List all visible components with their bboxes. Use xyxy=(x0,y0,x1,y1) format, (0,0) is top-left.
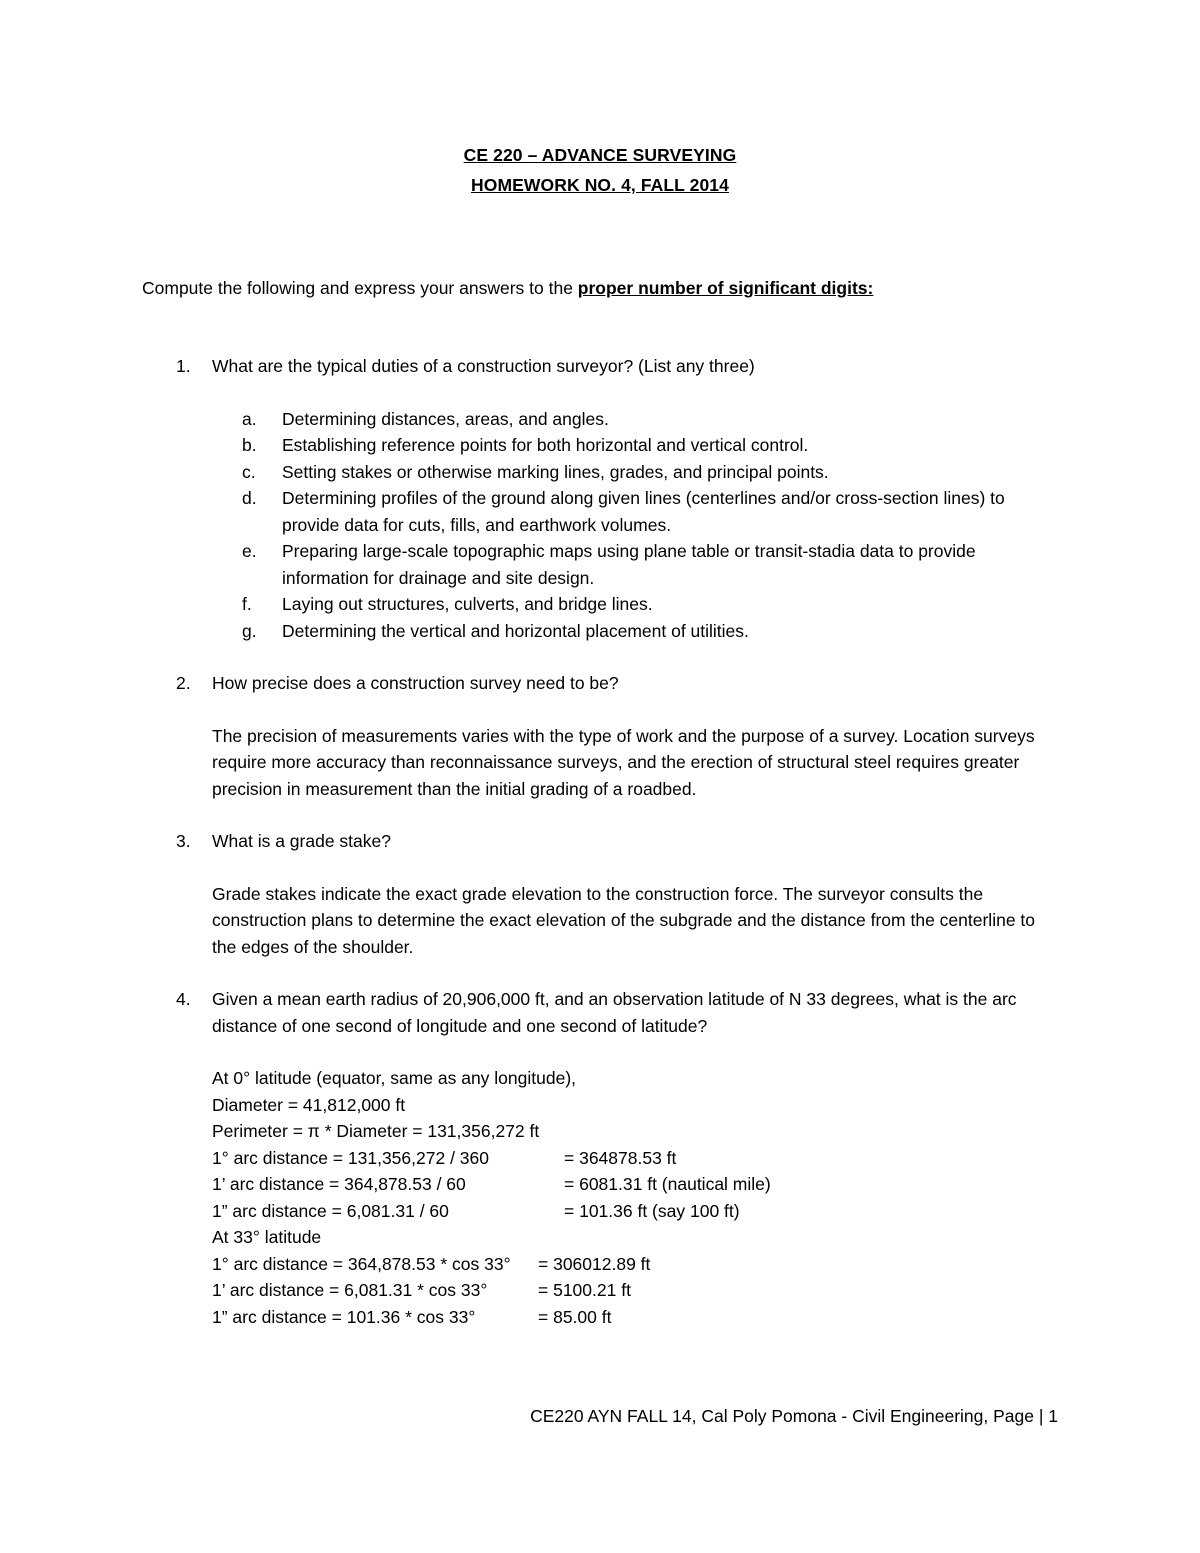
calc-row xyxy=(212,1198,1072,1225)
page-footer: CE220 AYN FALL 14, Cal Poly Pomona - Civil Engineering, Page | 1 xyxy=(530,1406,1058,1426)
calc-result: = 101.36 ft (say 100 ft) xyxy=(564,1200,740,1221)
answer-text: Grade stakes indicate the exact grade elevation to the construction force. The surveyor consults the construction plans to determine the exact elevation of the subgrade and the distance from the centerline to the edges of the shoulder. xyxy=(212,883,1036,957)
question-text: What are the typical duties of a construction surveyor? (List any three) xyxy=(212,356,755,376)
list-item-letter: b. xyxy=(242,435,257,455)
list-item-letter: a. xyxy=(242,408,257,429)
list-item-text: Determining profiles of the ground along given lines (centerlines and/or cross-section lines) to provide data for cuts, fills, and earthwork volumes. xyxy=(282,488,1005,535)
calculation-block xyxy=(142,1065,1072,1330)
calc-expression: 1” arc distance = 6,081.31 / 60 xyxy=(212,1200,449,1221)
list-item-text: Setting stakes or otherwise marking lines, grades, and principal points. xyxy=(282,461,829,482)
list-item-text: Preparing large-scale topographic maps using plane table or transit-stadia data to provide information for drainage and site design. xyxy=(282,541,976,588)
list-item-text: Determining the vertical and horizontal placement of utilities. xyxy=(282,620,749,641)
instructions xyxy=(142,276,873,300)
calc-result: = 5100.21 ft xyxy=(538,1280,631,1300)
list-item xyxy=(142,406,1072,433)
question-text: What is a grade stake? xyxy=(212,831,391,851)
question-2 xyxy=(142,670,1072,697)
homework-title: HOMEWORK NO. 4, FALL 2014 xyxy=(471,175,729,195)
list-item-letter: d. xyxy=(242,488,257,508)
question-number: 1. xyxy=(176,356,191,376)
list-item xyxy=(142,432,1072,459)
list-item xyxy=(142,538,1072,591)
calc-expression: 1” arc distance = 101.36 * cos 33° xyxy=(212,1306,476,1327)
question-text: How precise does a construction survey need to be? xyxy=(212,673,619,693)
calc-row xyxy=(212,1304,1072,1331)
calc-expression: 1’ arc distance = 364,878.53 / 60 xyxy=(212,1174,466,1194)
calc-result: = 85.00 ft xyxy=(538,1306,612,1327)
calc-line: Perimeter = π * Diameter = 131,356,272 ft xyxy=(212,1121,540,1141)
question-number: 4. xyxy=(176,989,191,1009)
calc-line: At 0° latitude (equator, same as any longitude), xyxy=(212,1068,577,1088)
duties-list xyxy=(142,406,1072,645)
calc-line: Diameter = 41,812,000 ft xyxy=(212,1094,406,1115)
question-number: 3. xyxy=(176,831,191,851)
answer-text: The precision of measurements varies with the type of work and the purpose of a survey. Location surveys require more accuracy than reconnaissance surveys, and the erection of structural steel requires greater precision in measurement than the initial grading of a roadbed. xyxy=(212,725,1035,799)
calc-line: At 33° latitude xyxy=(212,1227,322,1247)
calc-row xyxy=(212,1145,1072,1172)
calc-expression: 1’ arc distance = 6,081.31 * cos 33° xyxy=(212,1280,488,1300)
question-text: Given a mean earth radius of 20,906,000 ft, and an observation latitude of N 33 degrees, what is the arc distance of one second of longitude and one second of latitude? xyxy=(212,989,1017,1036)
course-title: CE 220 – ADVANCE SURVEYING xyxy=(463,145,737,165)
question-1 xyxy=(142,353,1072,380)
list-item xyxy=(142,618,1072,645)
list-item xyxy=(142,459,1072,486)
list-item-text: Determining distances, areas, and angles. xyxy=(282,408,609,429)
calc-row xyxy=(212,1251,1072,1278)
list-item xyxy=(142,591,1072,618)
calc-expression: 1° arc distance = 131,356,272 / 360 xyxy=(212,1147,489,1168)
list-item-text: Laying out structures, culverts, and bridge lines. xyxy=(282,594,653,614)
instructions-emphasis: proper number of significant digits: xyxy=(577,278,874,298)
list-item xyxy=(142,485,1072,538)
list-item-letter: g. xyxy=(242,620,257,641)
calc-expression: 1° arc distance = 364,878.53 * cos 33° xyxy=(212,1253,511,1274)
list-item-text: Establishing reference points for both horizontal and vertical control. xyxy=(282,435,809,455)
calc-result: = 306012.89 ft xyxy=(538,1253,651,1274)
question-4 xyxy=(142,986,1072,1039)
list-item-letter: c. xyxy=(242,461,256,482)
calc-row xyxy=(212,1171,1072,1198)
calc-result: = 6081.31 ft (nautical mile) xyxy=(564,1174,771,1194)
list-item-letter: e. xyxy=(242,541,257,561)
question-3 xyxy=(142,828,1072,855)
questions-section xyxy=(142,353,1072,1330)
calc-row xyxy=(212,1277,1072,1304)
calc-result: = 364878.53 ft xyxy=(564,1147,677,1168)
instructions-text: Compute the following and express your answers to the xyxy=(142,278,578,298)
question-number: 2. xyxy=(176,673,191,693)
list-item-letter: f. xyxy=(242,594,252,614)
